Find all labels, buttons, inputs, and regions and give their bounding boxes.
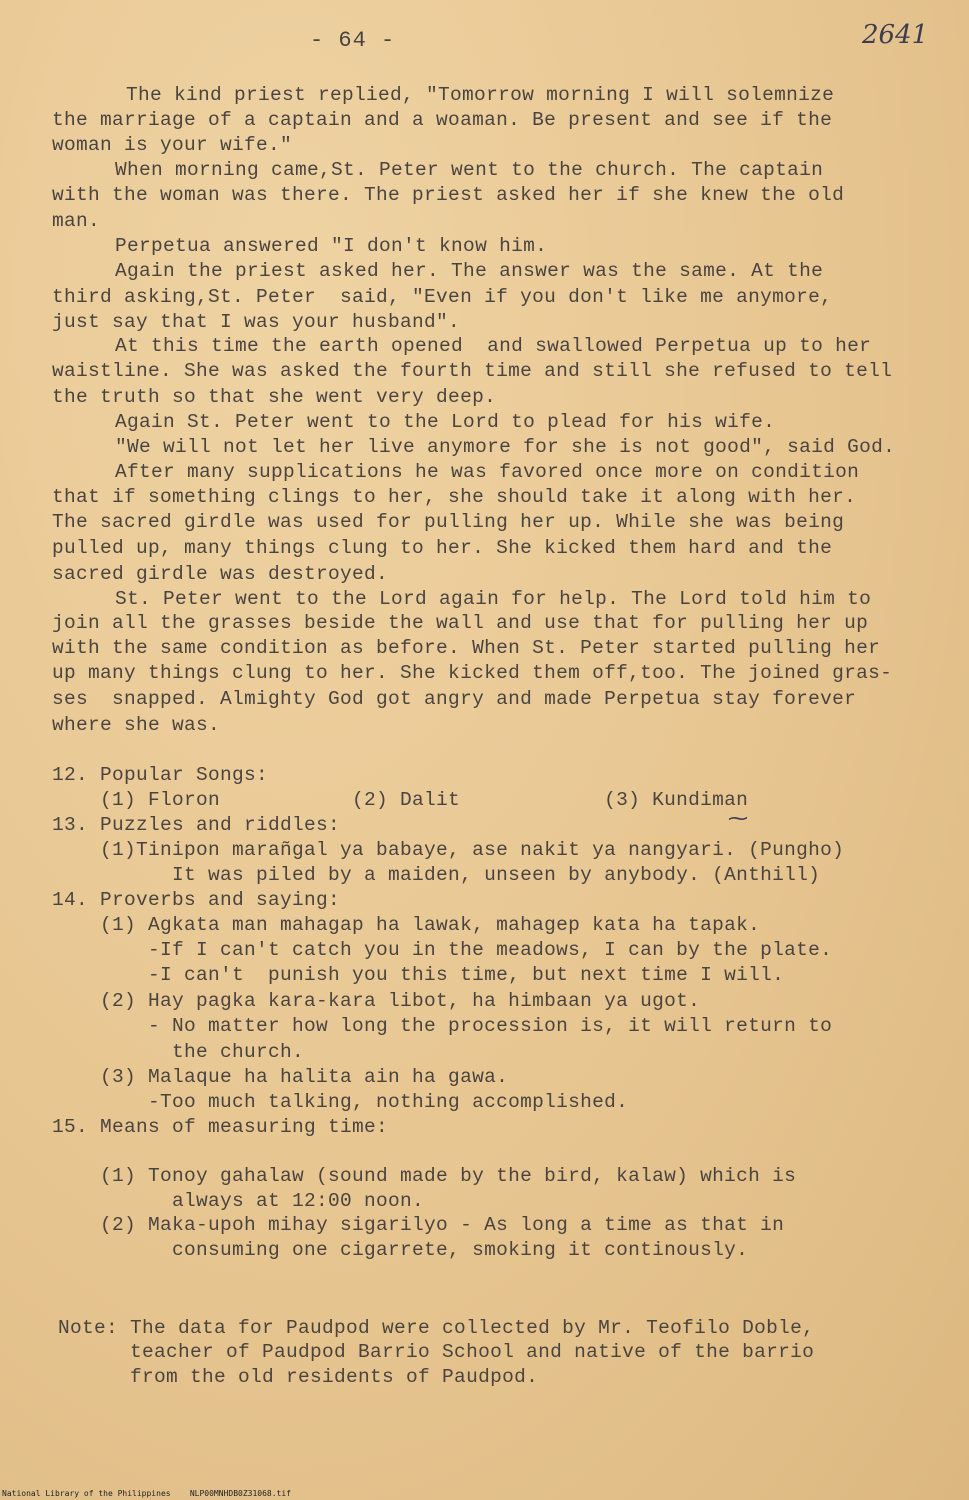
text-line: the truth so that she went very deep. <box>52 386 497 408</box>
note-text: from the old residents of Paudpod. <box>58 1366 539 1388</box>
list-item: It was piled by a maiden, unseen by anybody. (Anthill) <box>52 864 821 886</box>
list-item: (1) Tonoy gahalaw (sound made by the bird, kalaw) which is <box>52 1165 797 1187</box>
text-line: When morning came,St. Peter went to the church. The captain <box>67 159 824 181</box>
list-item: (2) Maka-upoh mihay sigarilyo - As long a time as that in <box>52 1214 785 1236</box>
text-line: ses snapped. Almighty God got angry and made Perpetua stay forever <box>52 688 857 710</box>
section-heading-time: 15. Means of measuring time: <box>52 1116 389 1138</box>
text-line: woman is your wife." <box>52 134 293 156</box>
text-line: waistline. She was asked the fourth time and still she refused to tell <box>52 360 893 382</box>
annotation-mark: ⁓ <box>728 806 748 830</box>
list-item: -If I can't catch you in the meadows, I can by the plate. <box>52 939 833 961</box>
list-item: - No matter how long the procession is, it will return to <box>52 1015 833 1037</box>
text-line: Perpetua answered "I don't know him. <box>67 235 548 257</box>
list-item: -Too much talking, nothing accomplished. <box>52 1091 629 1113</box>
list-item: (2) Hay pagka kara-kara libot, ha himbaan ya ugot. <box>52 990 701 1012</box>
section-heading-riddles: 13. Puzzles and riddles: <box>52 814 341 836</box>
text-line: Again St. Peter went to the Lord to plead for his wife. <box>67 411 776 433</box>
text-line: with the same condition as before. When St. Peter started pulling her <box>52 637 881 659</box>
text-line: the marriage of a captain and a woaman. Be present and see if the <box>52 109 833 131</box>
list-item: (3) Malaque ha halita ain ha gawa. <box>52 1066 509 1088</box>
text-line: The sacred girdle was used for pulling her up. While she was being <box>52 511 845 533</box>
list-item: -I can't punish you this time, but next time I will. <box>52 964 785 986</box>
text-line: pulled up, many things clung to her. She kicked them hard and the <box>52 537 833 559</box>
text-line: up many things clung to her. She kicked them off,too. The joined gras- <box>52 662 893 684</box>
text-line: third asking,St. Peter said, "Even if you don't like me anymore, <box>52 286 833 308</box>
list-item: (1) Floron (2) Dalit (3) Kundiman <box>52 789 749 811</box>
text-line: with the woman was there. The priest asked her if she knew the old <box>52 184 845 206</box>
text-line: The kind priest replied, "Tomorrow morning I will solemnize <box>78 84 835 106</box>
note-text: teacher of Paudpod Barrio School and native of the barrio <box>58 1341 815 1363</box>
list-item: the church. <box>52 1041 305 1063</box>
text-line: After many supplications he was favored once more on condition <box>67 461 860 483</box>
text-line: Again the priest asked her. The answer was the same. At the <box>67 260 824 282</box>
text-line: "We will not let her live anymore for she is not good", said God. <box>67 436 896 458</box>
text-line: just say that I was your husband". <box>52 311 461 333</box>
list-item: always at 12:00 noon. <box>52 1190 425 1212</box>
text-line: man. <box>52 210 101 232</box>
section-heading-songs: 12. Popular Songs: <box>52 764 269 786</box>
archive-footer: National Library of the Philippines NLP00MNHDB0Z31068.tif <box>2 1489 291 1498</box>
text-line: sacred girdle was destroyed. <box>52 563 389 585</box>
list-item: consuming one cigarrete, smoking it continously. <box>52 1239 749 1261</box>
list-item: (1)Tinipon marañgal ya babaye, ase nakit ya nangyari. (Pungho) <box>52 839 845 861</box>
section-heading-proverbs: 14. Proverbs and saying: <box>52 889 341 911</box>
list-item: (1) Agkata man mahagap ha lawak, mahagep kata ha tapak. <box>52 914 761 936</box>
page-number: - 64 - <box>310 28 396 53</box>
text-line: that if something clings to her, she should take it along with her. <box>52 486 857 508</box>
text-line: St. Peter went to the Lord again for help. The Lord told him to <box>67 588 872 610</box>
text-line: join all the grasses beside the wall and use that for pulling her up <box>52 612 869 634</box>
text-line: At this time the earth opened and swallowed Perpetua up to her <box>67 335 872 357</box>
handwritten-reference: 2641 <box>862 20 929 50</box>
note-text: Note: The data for Paudpod were collected by Mr. Teofilo Doble, <box>58 1317 815 1339</box>
text-line: where she was. <box>52 714 221 736</box>
